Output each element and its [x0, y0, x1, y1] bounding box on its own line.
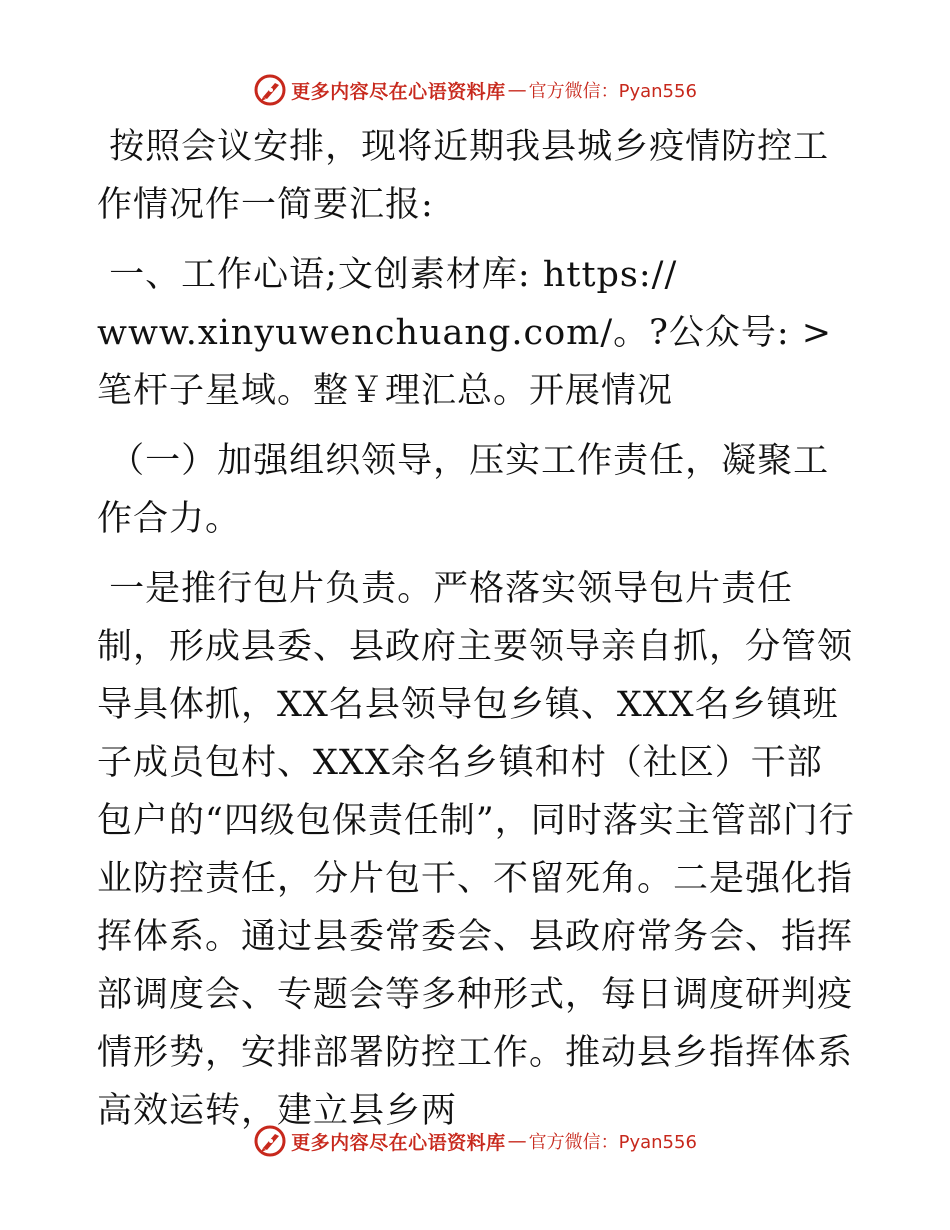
banner-contact: 官方微信：Pyan556 [528, 1132, 697, 1153]
banner-separator: — [507, 79, 527, 101]
header-banner [0, 68, 950, 112]
paragraph-subheading: （一）加强组织领导，压实工作责任，凝聚工作合力。 [97, 441, 830, 539]
paragraph-section-heading: 一、工作心语;文创素材库: https:// www.xinyuwenchuang.com/。?公众号: >笔杆子星域。整￥理汇总。开展情况 [97, 255, 833, 411]
banner-title: 更多内容尽在心语资料库 [291, 80, 506, 103]
footer-banner [0, 1119, 950, 1163]
banner-contact: 官方微信：Pyan556 [528, 81, 697, 102]
banner-title: 更多内容尽在心语资料库 [291, 1131, 506, 1154]
paragraph-intro: 按照会议安排，现将近期我县城乡疫情防控工作情况作一简要汇报: [97, 127, 830, 225]
pen-logo-icon [253, 1124, 287, 1158]
pen-logo-icon [253, 73, 287, 107]
document-body [97, 118, 857, 1140]
banner-separator: — [507, 1130, 527, 1152]
paragraph-body: 一是推行包片负责。严格落实领导包片责任制，形成县委、县政府主要领导亲自抓，分管领导具体抓，XX名县领导包乡镇、XXX名乡镇班子成员包村、XXX余名乡镇和村（社区）干部包户的“四级包保责任制”，同时落实主管部门行业防控责任，分片包干、不留死角。二是强化指挥体系。通过县委常委会、县政府常务会、指挥部调度会、专题会等多种形式，每日调度研判疫情形势，安排部署防控工作。推动县乡指挥体系高效运转，建立县乡两 [97, 569, 855, 1131]
